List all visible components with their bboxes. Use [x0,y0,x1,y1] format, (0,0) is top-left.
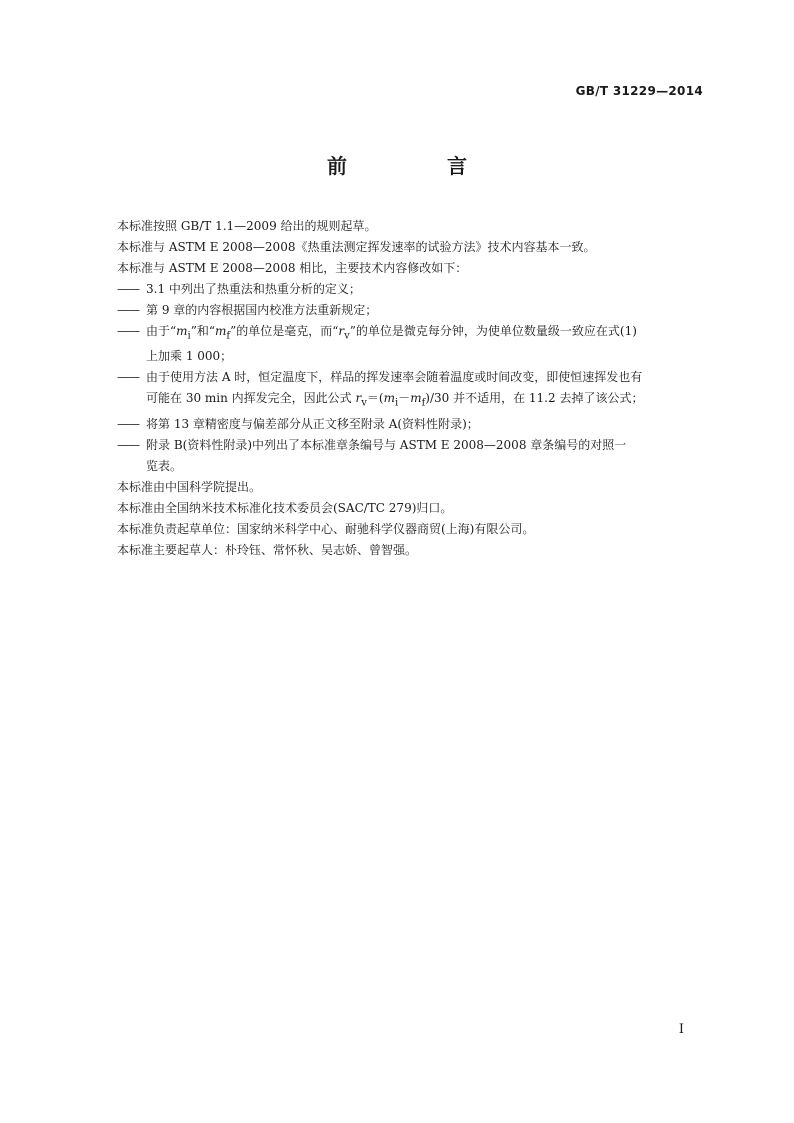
page-number: I [678,1022,684,1037]
subscript: f [226,330,231,342]
intro-paragraph-3: 本标准与 ASTM E 2008—2008 相比，主要技术内容修改如下： [117,261,468,275]
list-dash: —— [117,370,139,385]
list-item [117,414,707,435]
standard-number: GB/T 31229—2014 [575,84,703,98]
variable: m [410,391,422,406]
page-title: 前 言 [327,154,507,178]
subscript: v [361,397,367,409]
text-run: ”和“ [190,324,216,338]
outro-paragraph-1: 本标准由中国科学院提出。 [117,479,262,494]
subscript: i [187,330,191,342]
variable: r [355,391,362,406]
outro-paragraph-2: 本标准由全国纳米技术标准化技术委员会(SAC/TC 279)归口。 [117,500,453,515]
list-item [117,300,707,321]
list-item-text: 附录 B(资料性附录)中列出了本标准章条编号与 ASTM E 2008—2008 章条编号的对照一 [146,437,627,452]
list-item-text [146,321,707,346]
list-dash: —— [117,303,139,317]
list-item-text: 3.1 中列出了热重法和热重分析的定义； [146,282,361,296]
list-item-text [146,388,707,413]
variable: r [338,324,345,338]
text-run: 可能在 30 min 内挥发完全，因此公式 [146,391,356,406]
text-run: ”的单位是毫克，而“ [230,324,339,338]
foreword-body [117,216,707,561]
list-item [117,367,707,413]
list-item [117,321,707,367]
intro-paragraph-2: 本标准与 ASTM E 2008—2008《热重法测定挥发速率的试验方法》技术内容基本一致。 [117,240,596,254]
list-item [117,435,707,477]
list-item [117,279,707,300]
subscript: v [344,330,350,342]
list-dash: —— [117,324,139,338]
text-run: － [398,391,411,406]
subscript: i [394,397,399,409]
outro-paragraph-4: 本标准主要起草人：朴玲钰、常怀秋、吴志娇、曾智强。 [117,542,418,557]
text-run: ”的单位是微克每分钟，为使单位数量级一致应在式(1) [349,324,637,338]
list-item-text: 第 9 章的内容根据国内校准方法重新规定； [146,303,378,317]
outro-paragraph-3: 本标准负责起草单位：国家纳米科学中心、耐驰科学仪器商贸(上海)有限公司。 [117,521,535,536]
list-item-text: 由于使用方法 A 时，恒定温度下，样品的挥发速率会随着温度或时间改变，即使恒速挥发也有 [146,370,643,385]
intro-paragraph-1: 本标准按照 GB/T 1.1—2009 给出的规则起草。 [117,219,377,233]
list-dash: —— [117,416,139,431]
list-item-text: 览表。 [146,458,183,473]
variable: m [383,391,395,406]
variable: m [176,324,188,338]
list-dash: —— [117,282,139,296]
list-dash: —— [117,437,139,452]
list-item-text: 上加乘 1 000； [146,349,233,364]
text-run: ＝( [366,391,384,406]
text-run: 由于“ [146,324,177,338]
subscript: f [421,397,426,409]
text-run: )/30 并不适用，在 11.2 去掉了该公式； [425,391,644,406]
variable: m [215,324,227,338]
list-item-text: 将第 13 章精密度与偏差部分从正文移至附录 A(资料性附录)； [146,416,479,431]
